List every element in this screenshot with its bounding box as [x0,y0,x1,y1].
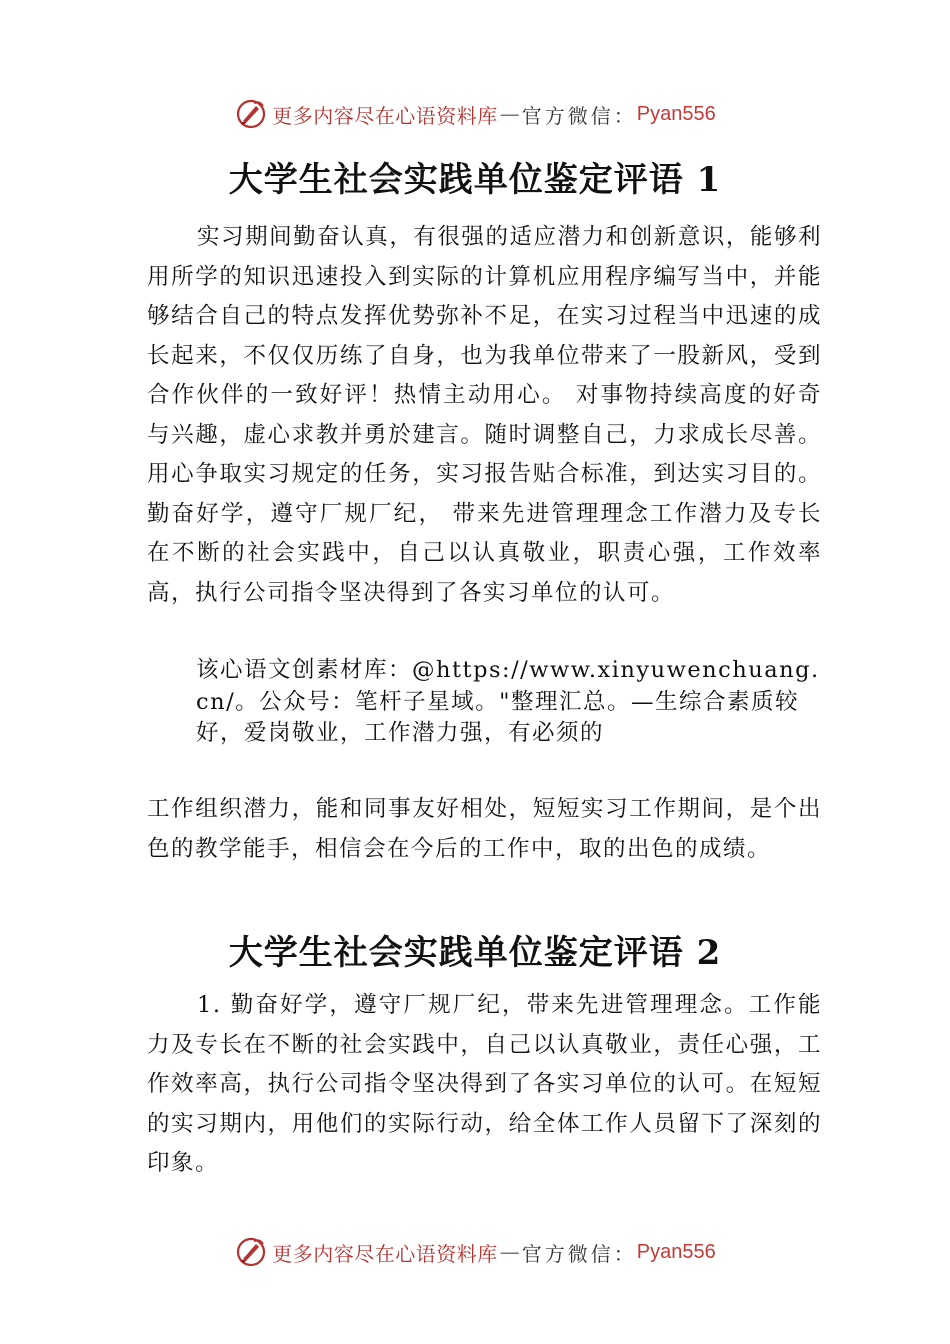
brush-logo-icon [234,97,268,131]
banner-wechat-id: Pyan556 [636,102,716,125]
brush-logo-icon [234,1235,268,1269]
banner-text: 更多内容尽在心语资料库 [272,103,498,128]
section1-paragraph2: 工作组织潜力，能和同事友好相处，短短实习工作期间，是个出色的教学能手，相信会在今后的工作中，取的出色的成绩。 [147,796,822,862]
banner-wechat-id: Pyan556 [636,1240,716,1263]
banner-text: 更多内容尽在心语资料库 [272,1241,498,1266]
banner-separator: — [499,102,520,126]
section1-paragraph1: 实习期间勤奋认真，有很强的适应潜力和创新意识，能够利用所学的知识迅速投入到实际的计算机应用程序编写当中，并能够结合自己的特点发挥优势弥补不足，在实习过程当中迅速的成长起来，不仅仅历练了自身，也为我单位带来了一股新风，受到合作伙伴的一致好评！热情主动用心。 对事物持续高度的好奇与兴趣，虚心求教并勇於建言。随时调整自己，力求成长尽善。用心争取实习规定的任务，实习报告贴合标准，到达实习目的。勤奋好学，遵守厂规厂纪， 带来先进管理理念工作潜力及专长在不断的社会实践中，自己以认真敬业，职责心强，工作效率高，执行公司指令坚决得到了各实习单位的认可。 [147,224,822,606]
banner-separator: — [499,1240,520,1264]
section2-title: 大学生社会实践单位鉴定评语 2 [228,933,722,973]
section1-title: 大学生社会实践单位鉴定评语 1 [228,160,722,200]
footer-banner [0,1232,950,1272]
banner-wechat-label: 官方微信： [521,103,637,128]
header-banner [0,94,950,134]
section2-paragraph1: 1. 勤奋好学，遵守厂规厂纪，带来先进管理理念。工作能力及专长在不断的社会实践中，自己以认真敬业，责任心强，工作效率高，执行公司指令坚决得到了各实习单位的认可。在短短的实习期内，用他们的实际行动，给全体工作人员留下了深刻的印象。 [147,992,822,1176]
banner-wechat-label: 官方微信： [521,1241,637,1266]
section1-note: 该心语文创素材库：@https://www.xinyuwenchuang.cn/。公众号：笔杆子星域。"整理汇总。—生综合素质较好，爱岗敬业，工作潜力强，有必须的 [196,657,820,746]
